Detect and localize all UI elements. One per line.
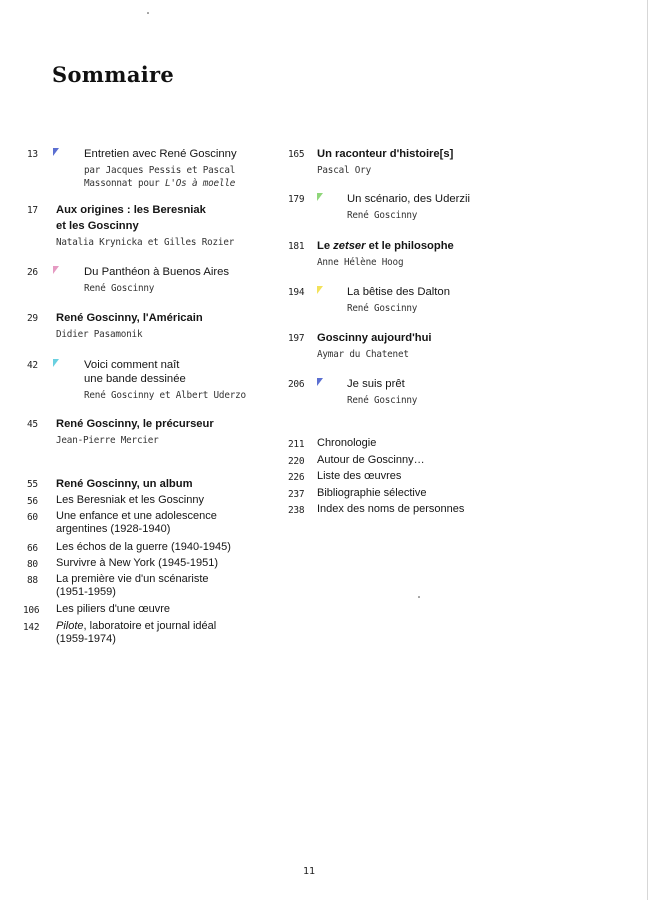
- toc-entry-title: Entretien avec René Goscinny: [84, 148, 237, 160]
- album-item-title-line2: argentines (1928-1940): [56, 523, 171, 535]
- flag-marker-icon: [317, 378, 323, 386]
- flag-marker-icon: [317, 286, 323, 294]
- toc-page-number: 197: [288, 333, 305, 344]
- toc-page-number: 220: [288, 456, 305, 467]
- toc-page-number: 26: [27, 267, 38, 278]
- toc-entry-byline: René Goscinny: [347, 395, 418, 406]
- album-item-title: La première vie d'un scénariste: [56, 573, 209, 585]
- toc-entry-byline: Jean-Pierre Mercier: [56, 435, 159, 446]
- page-title: Sommaire: [52, 62, 175, 87]
- toc-entry-byline-2: Massonnat pour L'Os à moelle: [84, 178, 236, 189]
- album-item-title: Pilote, laboratoire et journal idéal: [56, 620, 217, 632]
- toc-entry-byline: René Goscinny: [347, 210, 418, 221]
- toc-page-number: 179: [288, 194, 305, 205]
- toc-entry-byline: Didier Pasamonik: [56, 329, 143, 340]
- paper-speck: [147, 12, 149, 14]
- toc-page-number: 17: [27, 205, 38, 216]
- toc-entry-byline: Pascal Ory: [317, 165, 371, 176]
- toc-page-number: 13: [27, 149, 38, 160]
- appendix-item-title: Autour de Goscinny…: [317, 454, 425, 466]
- toc-entry-title: Un scénario, des Uderzii: [347, 193, 471, 205]
- toc-page-number: 237: [288, 489, 305, 500]
- toc-entry-title: Voici comment naît: [84, 359, 180, 371]
- toc-entry-byline: Natalia Krynicka et Gilles Rozier: [56, 237, 235, 248]
- album-item-title: Les piliers d'une œuvre: [56, 603, 170, 615]
- toc-entry-title-line2: une bande dessinée: [84, 373, 186, 385]
- flag-marker-icon: [53, 148, 59, 156]
- toc-page-number: 211: [288, 439, 305, 450]
- appendix-item-title: Liste des œuvres: [317, 470, 402, 482]
- appendix-item-title: Bibliographie sélective: [317, 487, 427, 499]
- toc-page-number: 88: [27, 575, 38, 586]
- toc-entry-title: La bêtise des Dalton: [347, 286, 450, 298]
- album-item-title: Les échos de la guerre (1940-1945): [56, 541, 231, 553]
- toc-page-number: 66: [27, 543, 38, 554]
- album-item-title: Une enfance et une adolescence: [56, 510, 217, 522]
- paper-speck: [418, 596, 420, 598]
- toc-entry-title: Un raconteur d'histoire[s]: [317, 148, 454, 160]
- toc-page-number: 29: [27, 313, 38, 324]
- toc-entry-byline: par Jacques Pessis et Pascal: [84, 165, 236, 176]
- toc-page-number: 238: [288, 505, 305, 516]
- toc-entry-title: Aux origines : les Beresniak: [56, 204, 206, 216]
- toc-entry-title: Du Panthéon à Buenos Aires: [84, 266, 230, 278]
- toc-entry-byline: René Goscinny: [347, 303, 418, 314]
- toc-entry-title: René Goscinny, un album: [56, 478, 193, 490]
- album-item-title: Les Beresniak et les Goscinny: [56, 494, 204, 506]
- toc-page-number: 226: [288, 472, 305, 483]
- toc-entry-byline: René Goscinny et Albert Uderzo: [84, 390, 246, 401]
- toc-page-number: 45: [27, 419, 38, 430]
- toc-page-number: 55: [27, 479, 38, 490]
- album-item-title: Survivre à New York (1945-1951): [56, 557, 219, 569]
- toc-page-number: 194: [288, 287, 305, 298]
- toc-entry-title: René Goscinny, l'Américain: [56, 312, 203, 324]
- toc-page-number: 206: [288, 379, 305, 390]
- flag-marker-icon: [317, 193, 323, 201]
- page-edge: [647, 0, 648, 900]
- toc-page-number: 106: [23, 605, 40, 616]
- toc-page-number: 56: [27, 496, 38, 507]
- album-item-title-line2: (1951-1959): [56, 586, 116, 598]
- toc-entry-byline: Aymar du Chatenet: [317, 349, 409, 360]
- toc-page-number: 42: [27, 360, 38, 371]
- toc-entry-title: Le zetser et le philosophe: [317, 240, 454, 252]
- toc-entry-title-line2: et les Goscinny: [56, 220, 139, 232]
- album-item-title-line2: (1959-1974): [56, 633, 116, 645]
- toc-page-number: 165: [288, 149, 305, 160]
- flag-marker-icon: [53, 359, 59, 367]
- toc-entry-byline: René Goscinny: [84, 283, 155, 294]
- toc-page-number: 80: [27, 559, 38, 570]
- toc-page-number: 60: [27, 512, 38, 523]
- toc-entry-byline: Anne Hélène Hoog: [317, 257, 404, 268]
- appendix-item-title: Chronologie: [317, 437, 377, 449]
- appendix-item-title: Index des noms de personnes: [317, 503, 465, 515]
- toc-entry-title: Je suis prêt: [347, 378, 405, 390]
- toc-entry-title: René Goscinny, le précurseur: [56, 418, 214, 430]
- toc-page-number: 181: [288, 241, 305, 252]
- toc-page-number: 142: [23, 622, 40, 633]
- toc-entry-title: Goscinny aujourd'hui: [317, 332, 432, 344]
- folio-page-number: 11: [303, 866, 316, 877]
- flag-marker-icon: [53, 266, 59, 274]
